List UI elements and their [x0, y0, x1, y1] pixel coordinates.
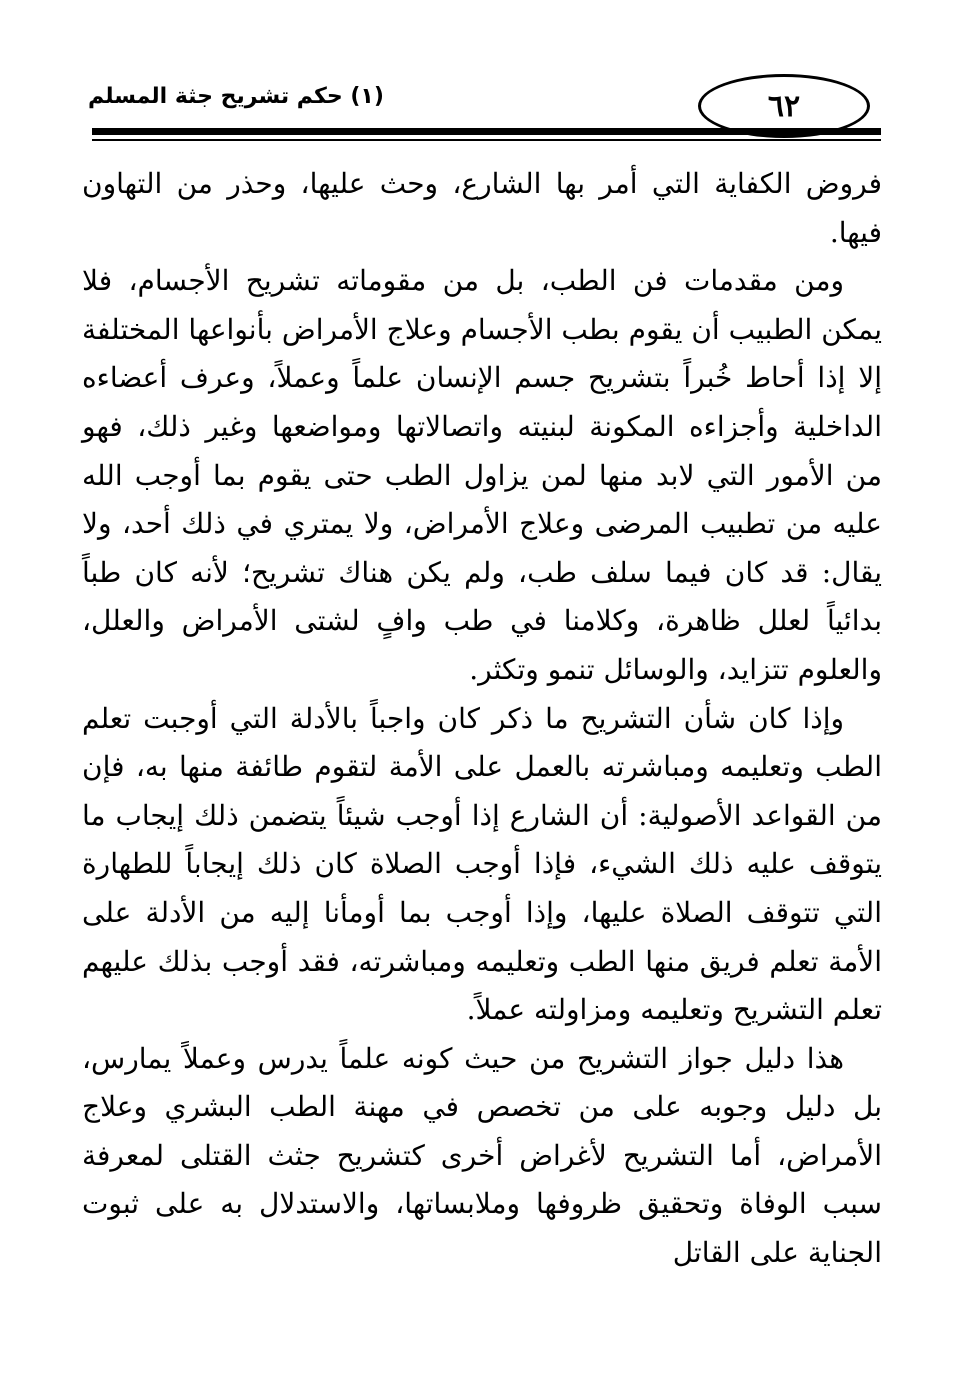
header-rule: [92, 128, 881, 135]
paragraph: ومن مقدمات فن الطب، بل من مقوماته تشريح الأجسام، فلا يمكن الطبيب أن يقوم بطب الأجسام وعلاج الأمراض بأنواعها المختلفة إلا إذا أحاط خُبراً بتشريح جسم الإنسان علماً وعملاً، وعرف أعضاءه الداخلية وأجزاءه المكونة لبنيته واتصالاتها ومواضعها وغير ذلك، فهو من الأمور التي لابد منها لمن يزاول الطب حتى يقوم بما أوجب الله عليه من تطبيب المرضى وعلاج الأمراض، ولا يمتري في ذلك أحد، ولا يقال: قد كان فيما سلف طب، ولم يكن هناك تشريح؛ لأنه كان طباً بدائياً لعلل ظاهرة، وكلامنا في طب وافٍ لشتى الأمراض والعلل، والعلوم تتزايد، والوسائل تنمو وتكثر.: [82, 264, 882, 686]
running-title: (١) حكم تشريح جثة المسلم: [88, 84, 384, 109]
paragraph: هذا دليل جواز التشريح من حيث كونه علماً يدرس وعملاً يمارس، بل دليل وجوبه على من تخصص في مهنة الطب البشري وعلاج الأمراض، أما التشريح لأغراض أخرى كتشريح جثث القتلى لمعرفة سبب الوفاة وتحقيق ظروفها وملابساتها، والاستدلال به على ثبوت الجناية على القاتل: [82, 1041, 882, 1270]
paragraph: وإذا كان شأن التشريح ما ذكر كان واجباً بالأدلة التي أوجبت تعلم الطب وتعليمه ومباشرته بالعمل على الأمة لتقوم طائفة منها به، فإن من القواعد الأصولية: أن الشارع إذا أوجب شيئاً يتضمن ذلك إيجاب ما يتوقف عليه ذلك الشيء، فإذا أوجب الصلاة كان ذلك إيجاباً للطهارة التي تتوقف الصلاة عليها، وإذا أوجب بما أومأنا إليه من الأدلة على الأمة تعلم فريق منها الطب وتعليمه ومباشرته، فقد أوجب بذلك عليهم تعلم التشريح وتعليمه ومزاولته عملاً.: [82, 701, 883, 1027]
body-text: [82, 160, 882, 1278]
page-number: ٦٢: [698, 74, 870, 138]
header-rule-thin: [92, 139, 881, 141]
paragraph-continuation: فروض الكفاية التي أمر بها الشارع، وحث عليها، وحذر من التهاون فيها.: [82, 167, 882, 249]
